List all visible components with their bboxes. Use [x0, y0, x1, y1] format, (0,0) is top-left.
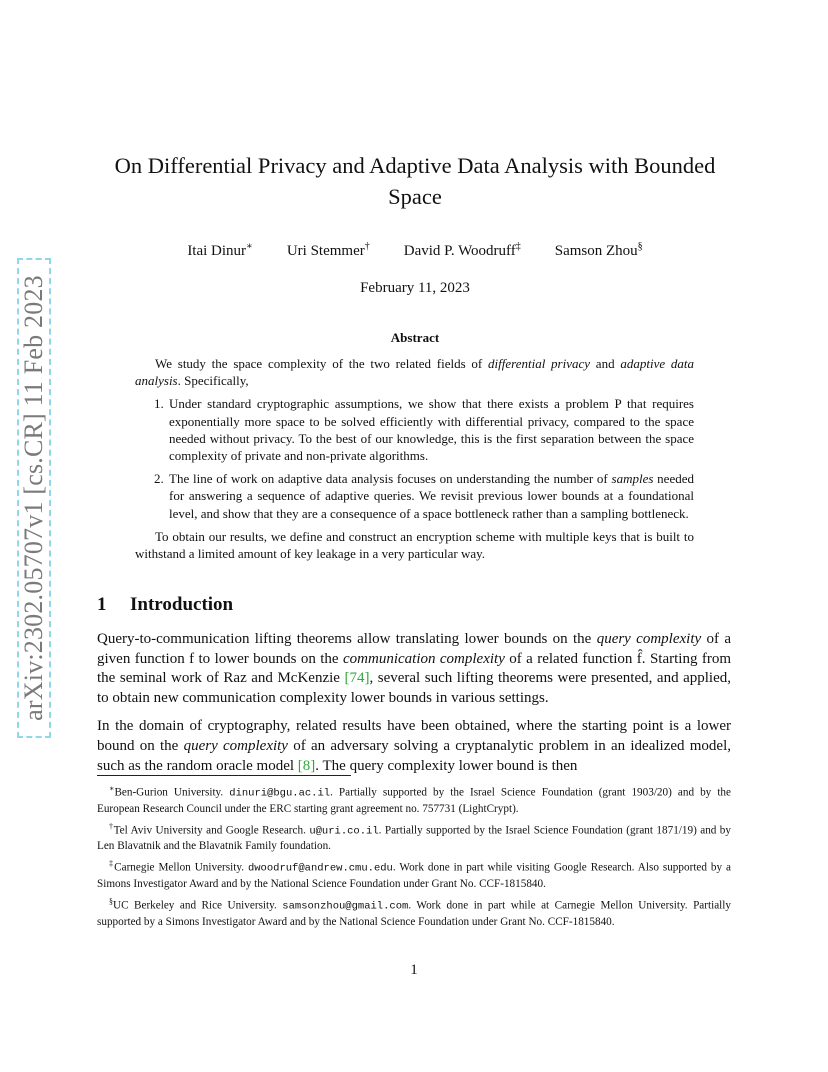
arxiv-identifier[interactable]: arXiv:2302.05707v1 [cs.CR] 11 Feb 2023: [19, 275, 48, 721]
footnote-mark: ‡: [109, 859, 115, 869]
emphasis: adaptive data analysis: [135, 356, 694, 389]
emphasis: samples: [611, 471, 654, 487]
text-run: of a related function f̂. Starting from the seminal work of Raz and McKenzie: [97, 650, 731, 687]
text-run: The line of work on adaptive data analysis focuses on understanding the number of: [169, 471, 612, 487]
emphasis: query complexity: [183, 737, 288, 754]
paragraph-2: [97, 717, 731, 776]
author-footnote-mark[interactable]: §: [637, 241, 643, 252]
emphasis: communication complexity: [343, 650, 505, 667]
abstract-item-1: 1. Under standard cryptographic assumptions, we show that there exists a problem P that requires exponentially more space to be solved efficiently with differential privacy, compared to the space needed without privacy. To the best of our knowledge, this is the first separation between the space complexity of private and non-private algorithms.: [167, 395, 694, 464]
section-heading: [97, 594, 233, 616]
paper-title: On Differential Privacy and Adaptive Data Analysis with Bounded Space: [114, 153, 716, 209]
section-number: 1: [97, 594, 107, 615]
footnotes: [97, 781, 731, 932]
text-run: . Partially supported by the Israel Science Foundation (grant 1871/19) and by Len Blavatnik and the Blavatnik Family foundation.: [97, 824, 731, 853]
footnote-rule: [97, 775, 351, 776]
citation-link[interactable]: [8]: [297, 757, 316, 774]
text-run: Carnegie Mellon University.: [114, 862, 248, 875]
author-2: [287, 237, 370, 261]
text-run: In the domain of cryptography, related results have been obtained, where the starting point is a lower bound on the: [97, 718, 731, 754]
footnote-mark: §: [109, 897, 113, 907]
emphasis: query complexity: [596, 631, 702, 647]
author-name: Uri Stemmer: [286, 243, 365, 259]
author-footnote-mark[interactable]: ∗: [246, 241, 253, 252]
author-4: [555, 237, 643, 261]
text-run: . Work done in part while visiting Google Research. Also supported by a Simons Investigator Award and by the National Science Foundation under Grant No. CCF-1815840.: [97, 862, 731, 891]
text-run: UC Berkeley and Rice University.: [113, 899, 283, 912]
paragraph-1: [97, 630, 731, 708]
author-name: David P. Woodruff: [403, 243, 516, 259]
abstract-intro: [135, 355, 694, 389]
email-link[interactable]: samsonzhou@gmail.com: [282, 900, 409, 913]
author-footnote-mark[interactable]: †: [364, 241, 370, 252]
text-run: of an adversary solving a cryptanalytic problem in an idealized model, such as the random oracle model: [97, 737, 731, 774]
text-run: needed for answering a sequence of adaptive queries. We revisit previous lower bounds at a foundational level, and show that they are a consequence of a space bottleneck rather than a sampling bottleneck.: [169, 471, 694, 521]
email-link[interactable]: dinuri@bgu.ac.il: [229, 787, 331, 800]
footnote-2: [97, 819, 731, 855]
abstract-list: [135, 395, 694, 521]
abstract-closing: To obtain our results, we define and construct an encryption scheme with multiple keys that is built to withstand a limited amount of key leakage in a very particular way.: [135, 528, 694, 562]
footnote-3: [97, 856, 731, 892]
author-footnote-mark[interactable]: ‡: [515, 241, 521, 252]
publication-date: February 11, 2023: [360, 280, 470, 296]
text-run: . Specifically,: [177, 373, 249, 389]
footnote-1: [97, 781, 731, 817]
text-run: Tel Aviv University and Google Research.: [113, 824, 310, 837]
abstract-heading: Abstract: [390, 330, 440, 345]
emphasis: differential privacy: [488, 356, 591, 371]
footnote-mark: ∗: [109, 784, 115, 793]
author-3: [404, 237, 521, 261]
citation-link[interactable]: [74]: [344, 670, 370, 687]
page-number: 1: [410, 962, 418, 978]
text-run: , several such lifting theorems were presented, and applied, to obtain new communication complexity lower bounds in various settings.: [97, 670, 732, 706]
text-run: . Work done in part while at Carnegie Mellon University. Partially supported by a Simons Investigator Award and by the National Science Foundation under Grant No. CCF-1815840.: [97, 899, 731, 928]
text-run: of a given function f to lower bounds on the: [97, 631, 732, 667]
footnote-mark: †: [109, 821, 114, 831]
author-list: [95, 237, 735, 261]
text-run: Query-to-communication lifting theorems allow translating lower bounds on the: [97, 631, 597, 647]
footnote-4: [97, 894, 731, 930]
author-1: [187, 237, 253, 261]
text-run: . The query complexity lower bound is then: [315, 757, 578, 774]
text-run: . Partially supported by the Israel Science Foundation (grant 1903/20) and by the European Research Council under the ERC starting grant agreement no. 757731 (LightCrypt).: [97, 786, 731, 815]
email-link[interactable]: dwoodruf@andrew.cmu.edu: [247, 863, 393, 876]
introduction-body: [97, 630, 731, 785]
text-run: Ben-Gurion University.: [114, 786, 230, 799]
email-link[interactable]: u@uri.co.il: [309, 825, 379, 838]
author-name: Samson Zhou: [554, 243, 638, 259]
text-run: We study the space complexity of the two related fields of: [155, 356, 489, 371]
abstract-body: [135, 355, 694, 562]
section-title: Introduction: [130, 594, 234, 615]
author-name: Itai Dinur: [187, 243, 247, 259]
text-run: and: [590, 356, 621, 371]
abstract-item-2: [167, 470, 694, 522]
